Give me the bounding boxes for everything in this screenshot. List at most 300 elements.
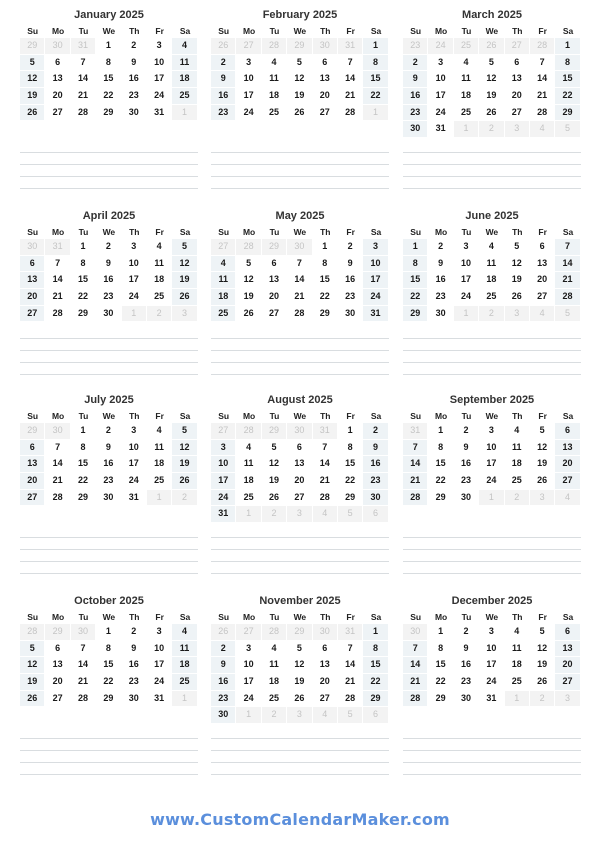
day-cell: 10 (147, 641, 171, 657)
month-title: December 2025 (451, 595, 533, 607)
weekday-label: Su (410, 612, 422, 622)
day-cell: 10 (122, 256, 146, 272)
day-cell: 4 (262, 641, 286, 657)
day-cell: 22 (555, 88, 579, 104)
week-row (403, 490, 581, 507)
day-cell: 15 (555, 71, 579, 87)
day-cell: 23 (211, 691, 235, 707)
day-cell: 7 (287, 256, 311, 272)
day-cell: 18 (454, 88, 478, 104)
day-cell: 11 (262, 71, 286, 87)
week-row (211, 88, 389, 105)
note-line (20, 549, 198, 550)
day-cell: 28 (71, 105, 95, 121)
day-cell: 17 (122, 272, 146, 288)
day-cell: 17 (454, 272, 478, 288)
adjacent-month-day-cell: 1 (454, 306, 478, 322)
weekday-label: Mo (242, 26, 256, 36)
day-cell: 12 (479, 71, 503, 87)
day-cell: 12 (530, 641, 554, 657)
adjacent-month-day-cell: 29 (45, 624, 69, 640)
weekday-label: Fr (155, 227, 164, 237)
weekday-label: Mo (242, 411, 256, 421)
weekday-header-row (211, 24, 389, 38)
day-cell: 4 (147, 239, 171, 255)
day-cell: 16 (211, 674, 235, 690)
day-cell: 22 (71, 473, 95, 489)
day-cell: 2 (122, 624, 146, 640)
weekday-label: Sa (370, 227, 382, 237)
weekday-label: Mo (434, 26, 448, 36)
weekday-label: Th (320, 227, 331, 237)
day-cell: 16 (363, 456, 387, 472)
day-cell: 25 (505, 674, 529, 690)
weekday-label: Sa (562, 227, 574, 237)
day-cell: 28 (338, 691, 362, 707)
week-row (211, 256, 389, 273)
day-cell: 3 (147, 38, 171, 54)
day-cell: 31 (147, 691, 171, 707)
day-cell: 19 (236, 289, 260, 305)
day-cell: 25 (262, 105, 286, 121)
week-row (20, 239, 198, 256)
weekday-label: Su (410, 227, 422, 237)
note-line (20, 573, 198, 574)
day-cell: 19 (530, 657, 554, 673)
day-cell: 11 (172, 641, 196, 657)
day-cell: 29 (428, 490, 452, 506)
day-cell: 1 (363, 38, 387, 54)
day-cell: 21 (338, 674, 362, 690)
day-cell: 2 (454, 624, 478, 640)
day-cell: 10 (236, 657, 260, 673)
day-cell: 23 (96, 473, 120, 489)
day-cell: 11 (172, 55, 196, 71)
day-cell: 6 (287, 440, 311, 456)
week-row (20, 641, 198, 658)
adjacent-month-day-cell: 4 (530, 121, 554, 137)
note-line (20, 152, 198, 153)
week-row (20, 674, 198, 691)
week-row (403, 624, 581, 641)
day-cell: 20 (313, 88, 337, 104)
day-cell: 2 (403, 55, 427, 71)
day-cell: 30 (454, 691, 478, 707)
day-cell: 7 (71, 55, 95, 71)
day-cell: 18 (147, 456, 171, 472)
day-cell: 7 (555, 239, 579, 255)
weekday-label: Tu (461, 227, 472, 237)
day-cell: 22 (428, 674, 452, 690)
day-cell: 26 (20, 691, 44, 707)
day-cell: 18 (262, 88, 286, 104)
day-cell: 14 (45, 456, 69, 472)
day-cell: 20 (45, 88, 69, 104)
note-line (211, 750, 389, 751)
adjacent-month-day-cell: 30 (71, 624, 95, 640)
weekday-header-row (20, 409, 198, 423)
day-cell: 14 (71, 71, 95, 87)
day-cell: 9 (211, 657, 235, 673)
day-cell: 2 (96, 423, 120, 439)
adjacent-month-day-cell: 3 (505, 306, 529, 322)
adjacent-month-day-cell: 1 (236, 506, 260, 522)
weekday-label: Su (218, 411, 230, 421)
day-cell: 9 (454, 641, 478, 657)
week-row (211, 624, 389, 641)
day-cell: 6 (20, 440, 44, 456)
day-cell: 20 (505, 88, 529, 104)
day-cell: 2 (122, 38, 146, 54)
day-cell: 17 (428, 88, 452, 104)
weekday-label: Sa (179, 411, 191, 421)
day-cell: 14 (45, 272, 69, 288)
weekday-label: Fr (346, 612, 355, 622)
day-cell: 9 (96, 256, 120, 272)
week-row (211, 641, 389, 658)
month-title: September 2025 (449, 394, 535, 406)
adjacent-month-day-cell: 3 (287, 506, 311, 522)
weekday-label: Tu (461, 612, 472, 622)
day-cell: 10 (479, 440, 503, 456)
day-cell: 21 (45, 289, 69, 305)
weekday-label: Tu (269, 26, 280, 36)
adjacent-month-day-cell: 27 (211, 423, 235, 439)
day-cell: 29 (428, 691, 452, 707)
day-cell: 5 (530, 624, 554, 640)
note-line (20, 762, 198, 763)
day-cell: 23 (122, 674, 146, 690)
day-cell: 9 (338, 256, 362, 272)
day-cell: 27 (313, 105, 337, 121)
day-cell: 24 (428, 105, 452, 121)
note-line (403, 573, 581, 574)
day-cell: 4 (172, 38, 196, 54)
weekday-label: Mo (51, 26, 65, 36)
weekday-header-row (20, 610, 198, 624)
day-cell: 18 (172, 71, 196, 87)
weekday-label: Th (512, 26, 523, 36)
notes-lines (211, 738, 389, 786)
day-cell: 15 (71, 272, 95, 288)
adjacent-month-day-cell: 4 (555, 490, 579, 506)
day-cell: 17 (479, 657, 503, 673)
day-cell: 28 (403, 490, 427, 506)
day-cell: 15 (428, 657, 452, 673)
adjacent-month-day-cell: 1 (122, 306, 146, 322)
day-cell: 23 (96, 289, 120, 305)
day-cell: 25 (479, 289, 503, 305)
adjacent-month-day-cell: 30 (403, 624, 427, 640)
note-line (20, 188, 198, 189)
day-cell: 28 (313, 490, 337, 506)
note-line (20, 537, 198, 538)
day-cell: 1 (428, 624, 452, 640)
weekday-label: We (102, 411, 116, 421)
note-line (20, 350, 198, 351)
adjacent-month-day-cell: 6 (363, 506, 387, 522)
month-block (211, 209, 389, 322)
day-cell: 22 (428, 473, 452, 489)
adjacent-month-day-cell: 2 (505, 490, 529, 506)
day-cell: 6 (313, 55, 337, 71)
month-block (20, 393, 198, 506)
adjacent-month-day-cell: 31 (338, 624, 362, 640)
weekday-label: Su (410, 26, 422, 36)
day-cell: 4 (211, 256, 235, 272)
notes-lines (211, 338, 389, 386)
adjacent-month-day-cell: 2 (172, 490, 196, 506)
adjacent-month-day-cell: 4 (530, 306, 554, 322)
day-cell: 19 (20, 88, 44, 104)
day-cell: 31 (211, 506, 235, 522)
day-cell: 13 (313, 657, 337, 673)
notes-lines (211, 152, 389, 200)
adjacent-month-day-cell: 30 (45, 423, 69, 439)
day-cell: 6 (45, 55, 69, 71)
weekday-label: We (485, 612, 499, 622)
day-cell: 19 (20, 674, 44, 690)
week-row (403, 423, 581, 440)
weekday-label: Th (512, 411, 523, 421)
adjacent-month-day-cell: 3 (505, 121, 529, 137)
adjacent-month-day-cell: 28 (530, 38, 554, 54)
day-cell: 23 (403, 105, 427, 121)
day-cell: 22 (96, 674, 120, 690)
notes-lines (20, 738, 198, 786)
day-cell: 1 (338, 423, 362, 439)
adjacent-month-day-cell: 2 (479, 121, 503, 137)
day-cell: 3 (147, 624, 171, 640)
adjacent-month-day-cell: 1 (479, 490, 503, 506)
day-cell: 28 (403, 691, 427, 707)
note-line (211, 350, 389, 351)
day-cell: 1 (71, 239, 95, 255)
weekday-label: Tu (78, 612, 89, 622)
day-cell: 30 (96, 306, 120, 322)
month-block (403, 594, 581, 707)
week-row (20, 657, 198, 674)
adjacent-month-day-cell: 29 (20, 423, 44, 439)
adjacent-month-day-cell: 1 (505, 691, 529, 707)
day-cell: 1 (71, 423, 95, 439)
day-cell: 30 (428, 306, 452, 322)
day-cell: 28 (555, 289, 579, 305)
day-cell: 26 (172, 473, 196, 489)
adjacent-month-day-cell: 1 (172, 105, 196, 121)
day-cell: 29 (555, 105, 579, 121)
day-cell: 11 (262, 657, 286, 673)
note-line (20, 750, 198, 751)
week-row (211, 289, 389, 306)
adjacent-month-day-cell: 30 (287, 239, 311, 255)
notes-lines (403, 738, 581, 786)
notes-lines (20, 338, 198, 386)
adjacent-month-day-cell: 28 (20, 624, 44, 640)
day-cell: 16 (211, 88, 235, 104)
weekday-label: Tu (78, 26, 89, 36)
note-line (403, 338, 581, 339)
day-cell: 10 (236, 71, 260, 87)
day-cell: 30 (122, 691, 146, 707)
weekday-label: Mo (51, 612, 65, 622)
notes-lines (20, 537, 198, 585)
day-cell: 21 (313, 473, 337, 489)
day-cell: 11 (236, 456, 260, 472)
day-cell: 23 (454, 473, 478, 489)
day-cell: 2 (454, 423, 478, 439)
day-cell: 23 (428, 289, 452, 305)
weekday-label: We (293, 411, 307, 421)
day-cell: 3 (122, 423, 146, 439)
note-line (20, 338, 198, 339)
footer-website[interactable]: www.CustomCalendarMaker.com (150, 810, 450, 829)
adjacent-month-day-cell: 4 (313, 707, 337, 723)
weekday-header-row (20, 225, 198, 239)
day-cell: 6 (555, 624, 579, 640)
day-cell: 24 (236, 105, 260, 121)
note-line (211, 573, 389, 574)
day-cell: 14 (403, 456, 427, 472)
day-cell: 27 (555, 674, 579, 690)
day-cell: 26 (262, 490, 286, 506)
day-cell: 9 (211, 71, 235, 87)
weekday-label: Th (320, 612, 331, 622)
day-cell: 27 (530, 289, 554, 305)
day-cell: 13 (262, 272, 286, 288)
month-block (20, 8, 198, 121)
day-cell: 4 (147, 423, 171, 439)
day-cell: 4 (505, 624, 529, 640)
weekday-header-row (211, 409, 389, 423)
day-cell: 19 (479, 88, 503, 104)
day-cell: 27 (20, 490, 44, 506)
day-cell: 9 (428, 256, 452, 272)
day-cell: 9 (122, 641, 146, 657)
day-cell: 6 (45, 641, 69, 657)
note-line (211, 362, 389, 363)
day-cell: 23 (454, 674, 478, 690)
day-cell: 7 (313, 440, 337, 456)
day-cell: 2 (363, 423, 387, 439)
adjacent-month-day-cell: 5 (338, 707, 362, 723)
week-row (20, 105, 198, 122)
day-cell: 6 (262, 256, 286, 272)
day-cell: 5 (530, 423, 554, 439)
day-cell: 14 (555, 256, 579, 272)
weekday-label: Sa (562, 26, 574, 36)
week-row (403, 306, 581, 323)
day-cell: 2 (338, 239, 362, 255)
day-cell: 26 (20, 105, 44, 121)
week-row (211, 473, 389, 490)
day-cell: 4 (262, 55, 286, 71)
day-cell: 9 (403, 71, 427, 87)
adjacent-month-day-cell: 28 (236, 423, 260, 439)
weekday-label: We (485, 227, 499, 237)
week-row (20, 71, 198, 88)
day-cell: 16 (338, 272, 362, 288)
day-cell: 20 (555, 657, 579, 673)
day-cell: 18 (505, 456, 529, 472)
day-cell: 23 (363, 473, 387, 489)
day-cell: 13 (555, 440, 579, 456)
day-cell: 8 (363, 641, 387, 657)
day-cell: 16 (454, 456, 478, 472)
day-cell: 5 (287, 641, 311, 657)
day-cell: 24 (363, 289, 387, 305)
day-cell: 30 (403, 121, 427, 137)
day-cell: 14 (338, 71, 362, 87)
day-cell: 31 (147, 105, 171, 121)
day-cell: 1 (428, 423, 452, 439)
adjacent-month-day-cell: 31 (403, 423, 427, 439)
weekday-label: Sa (370, 612, 382, 622)
day-cell: 10 (363, 256, 387, 272)
adjacent-month-day-cell: 5 (555, 121, 579, 137)
week-row (20, 38, 198, 55)
adjacent-month-day-cell: 1 (147, 490, 171, 506)
note-line (211, 338, 389, 339)
day-cell: 3 (479, 423, 503, 439)
day-cell: 17 (363, 272, 387, 288)
day-cell: 26 (530, 473, 554, 489)
day-cell: 25 (147, 289, 171, 305)
day-cell: 29 (71, 306, 95, 322)
day-cell: 25 (262, 691, 286, 707)
note-line (20, 362, 198, 363)
week-row (20, 55, 198, 72)
day-cell: 18 (211, 289, 235, 305)
day-cell: 24 (479, 473, 503, 489)
day-cell: 19 (262, 473, 286, 489)
day-cell: 14 (530, 71, 554, 87)
day-cell: 31 (428, 121, 452, 137)
weekday-label: Fr (346, 26, 355, 36)
day-cell: 22 (96, 88, 120, 104)
day-cell: 29 (403, 306, 427, 322)
adjacent-month-day-cell: 24 (428, 38, 452, 54)
adjacent-month-day-cell: 29 (20, 38, 44, 54)
day-cell: 30 (96, 490, 120, 506)
week-row (403, 105, 581, 122)
weekday-label: Th (129, 612, 140, 622)
week-row (20, 272, 198, 289)
day-cell: 4 (172, 624, 196, 640)
weekday-label: Tu (461, 26, 472, 36)
day-cell: 30 (363, 490, 387, 506)
day-cell: 7 (45, 440, 69, 456)
week-row (20, 423, 198, 440)
week-row (403, 239, 581, 256)
week-row (403, 473, 581, 490)
week-row (403, 71, 581, 88)
weekday-label: Mo (51, 411, 65, 421)
day-cell: 5 (479, 55, 503, 71)
day-cell: 7 (338, 641, 362, 657)
month-title: May 2025 (275, 210, 325, 222)
day-cell: 22 (363, 674, 387, 690)
day-cell: 21 (403, 674, 427, 690)
week-row (403, 55, 581, 72)
notes-lines (403, 338, 581, 386)
adjacent-month-day-cell: 27 (236, 38, 260, 54)
weekday-label: Fr (346, 411, 355, 421)
note-line (211, 188, 389, 189)
note-line (211, 152, 389, 153)
weekday-label: Mo (434, 227, 448, 237)
day-cell: 18 (262, 674, 286, 690)
